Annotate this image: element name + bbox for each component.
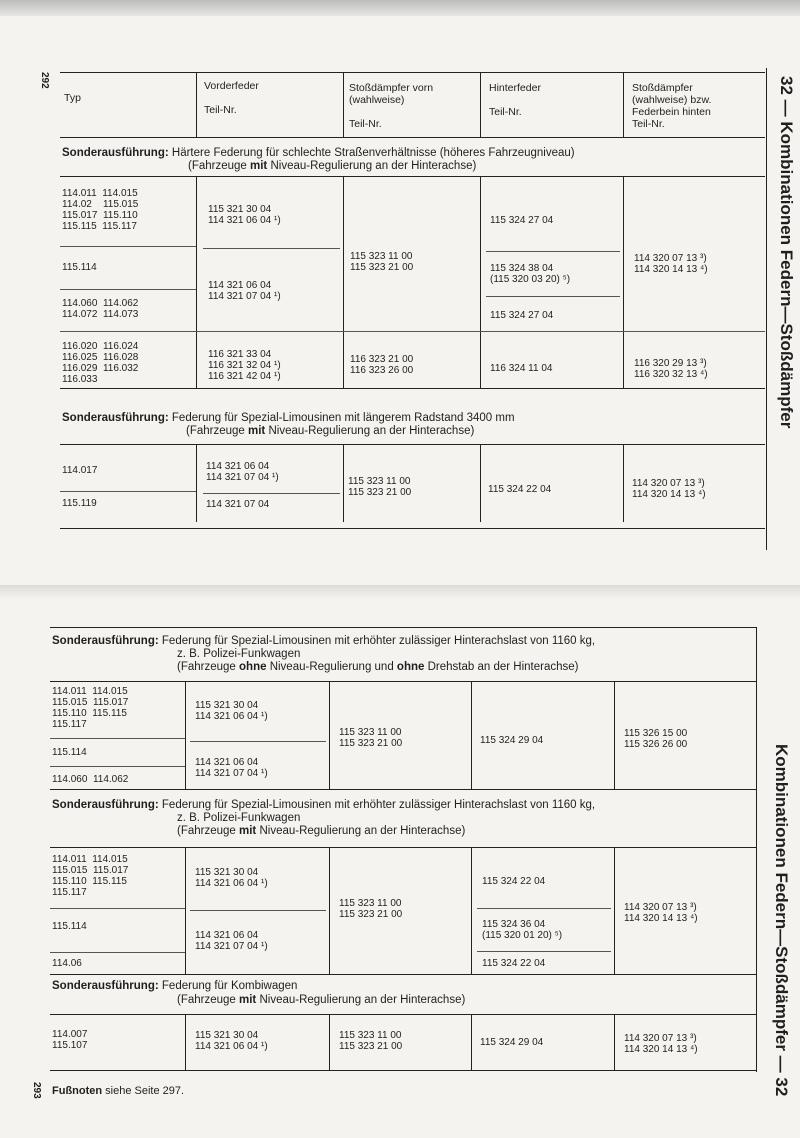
part-cell: 115 323 11 00 115 323 21 00 <box>339 1030 403 1052</box>
header-bottom-rule <box>60 137 765 138</box>
part-cell: 115 323 11 00 115 323 21 00 <box>350 251 414 273</box>
typ-cell: 114.017 <box>62 465 98 476</box>
part-cell: 115 324 29 04 <box>480 735 544 746</box>
part-cell: 115 321 30 04 114 321 06 04 ¹) <box>208 204 281 226</box>
typ-cell: 115.114 <box>52 747 87 758</box>
footnote: Fußnoten siehe Seite 297. <box>52 1085 185 1097</box>
typ-cell: 115.119 <box>62 498 97 509</box>
section-heading: Sonderausführung: Federung für Spezial-Limousinen mit erhöhter zulässiger Hinterachslast von 1160 kg, <box>52 799 596 811</box>
header-stossd-hinten: Stoßdämpfer <box>632 82 693 94</box>
section-heading: Sonderausführung: Federung für Spezial-Limousinen mit erhöhter zulässiger Hinterachslast von 1160 kg, <box>52 635 596 647</box>
typ-cell: 115.114 <box>62 262 97 273</box>
page-divider <box>0 585 800 599</box>
part-cell: 114 320 07 13 ³) 114 320 14 13 ⁴) <box>624 902 698 924</box>
part-cell: 115 324 22 04 <box>488 484 552 495</box>
part-cell: 115 324 22 04 <box>482 958 546 969</box>
part-cell: 114 320 07 13 ³) 114 320 14 13 ⁴) <box>634 253 708 275</box>
part-cell: 115 323 11 00 115 323 21 00 <box>339 898 403 920</box>
part-cell: 116 321 33 04 116 321 32 04 ¹) 116 321 42 04 ¹) <box>208 349 281 382</box>
header-hinterfeder: Hinterfeder <box>489 82 541 94</box>
part-cell: 114 321 06 04 114 321 07 04 ¹) <box>206 461 279 483</box>
side-title-bottom: Kombinationen Federn—Stoßdämpfer — 32 <box>772 744 791 1097</box>
side-title-top: 32 — Kombinationen Federn—Stoßdämpfer <box>777 76 796 429</box>
section-heading: Sonderausführung: Federung für Spezial-Limousinen mit längerem Radstand 3400 mm <box>62 412 515 424</box>
page-number-bottom: 293 <box>31 1082 42 1099</box>
side-rule-top <box>766 68 767 550</box>
part-cell: 115 321 30 04 114 321 06 04 ¹) <box>195 867 268 889</box>
part-cell: 114 321 06 04 114 321 07 04 ¹) <box>195 930 268 952</box>
part-cell: 115 323 11 00 115 323 21 00 <box>348 476 412 498</box>
part-cell: 114 320 07 13 ³) 114 320 14 13 ⁴) <box>624 1033 698 1055</box>
part-cell: 115 324 27 04 <box>490 310 554 321</box>
part-cell: 115 324 29 04 <box>480 1037 544 1048</box>
section-heading: Sonderausführung: Federung für Kombiwagen <box>52 980 298 992</box>
part-cell: 116 320 29 13 ³) 116 320 32 13 ⁴) <box>634 358 708 380</box>
scan-top-edge <box>0 0 800 16</box>
typ-cell: 114.06 <box>52 958 82 969</box>
part-cell: 115 326 15 00 115 326 26 00 <box>624 728 688 750</box>
part-cell: 115 323 11 00 115 323 21 00 <box>339 727 403 749</box>
part-cell: 116 323 21 00 116 323 26 00 <box>350 354 414 376</box>
header-top-rule <box>60 72 765 73</box>
header-vorderfeder: Vorderfeder <box>204 80 259 92</box>
part-cell: 114 321 07 04 <box>206 499 270 510</box>
header-stossd-vorn: Stoßdämpfer vorn <box>349 82 434 94</box>
part-cell: 115 324 36 04 (115 320 01 20) ⁵) <box>482 919 563 941</box>
typ-cell: 114.060 114.062 114.072 114.073 <box>62 298 139 320</box>
side-rule-bottom <box>756 627 757 1072</box>
part-cell: 115 321 30 04 114 321 06 04 ¹) <box>195 700 268 722</box>
part-cell: 116 324 11 04 <box>490 363 553 374</box>
typ-cell: 114.011 114.015 115.015 115.017 115.110 115.115 115.117 <box>52 854 129 898</box>
part-cell: 115 324 27 04 <box>490 215 554 226</box>
typ-cell: 116.020 116.024 116.025 116.028 116.029 116.032 116.033 <box>62 341 139 385</box>
section-heading: Sonderausführung: Härtere Federung für schlechte Straßenverhältnisse (höheres Fahrzeugniveau) <box>62 147 575 159</box>
typ-cell: 115.114 <box>52 921 87 932</box>
typ-cell: 114.011 114.015 114.02 115.015 115.017 115.110 115.115 115.117 <box>62 188 139 232</box>
typ-cell: 114.060 114.062 <box>52 774 129 785</box>
part-cell: 115 321 30 04 114 321 06 04 ¹) <box>195 1030 268 1052</box>
part-cell: 114 321 06 04 114 321 07 04 ¹) <box>208 280 281 302</box>
typ-cell: 114.007 115.107 <box>52 1029 88 1051</box>
page-number-top: 292 <box>39 72 50 89</box>
part-cell: 115 324 38 04 (115 320 03 20) ⁵) <box>490 263 571 285</box>
typ-cell: 114.011 114.015 115.015 115.017 115.110 115.115 115.117 <box>52 686 129 730</box>
header-typ: Typ <box>64 92 81 104</box>
part-cell: 114 320 07 13 ³) 114 320 14 13 ⁴) <box>632 478 706 500</box>
part-cell: 115 324 22 04 <box>482 876 546 887</box>
part-cell: 114 321 06 04 114 321 07 04 ¹) <box>195 757 268 779</box>
